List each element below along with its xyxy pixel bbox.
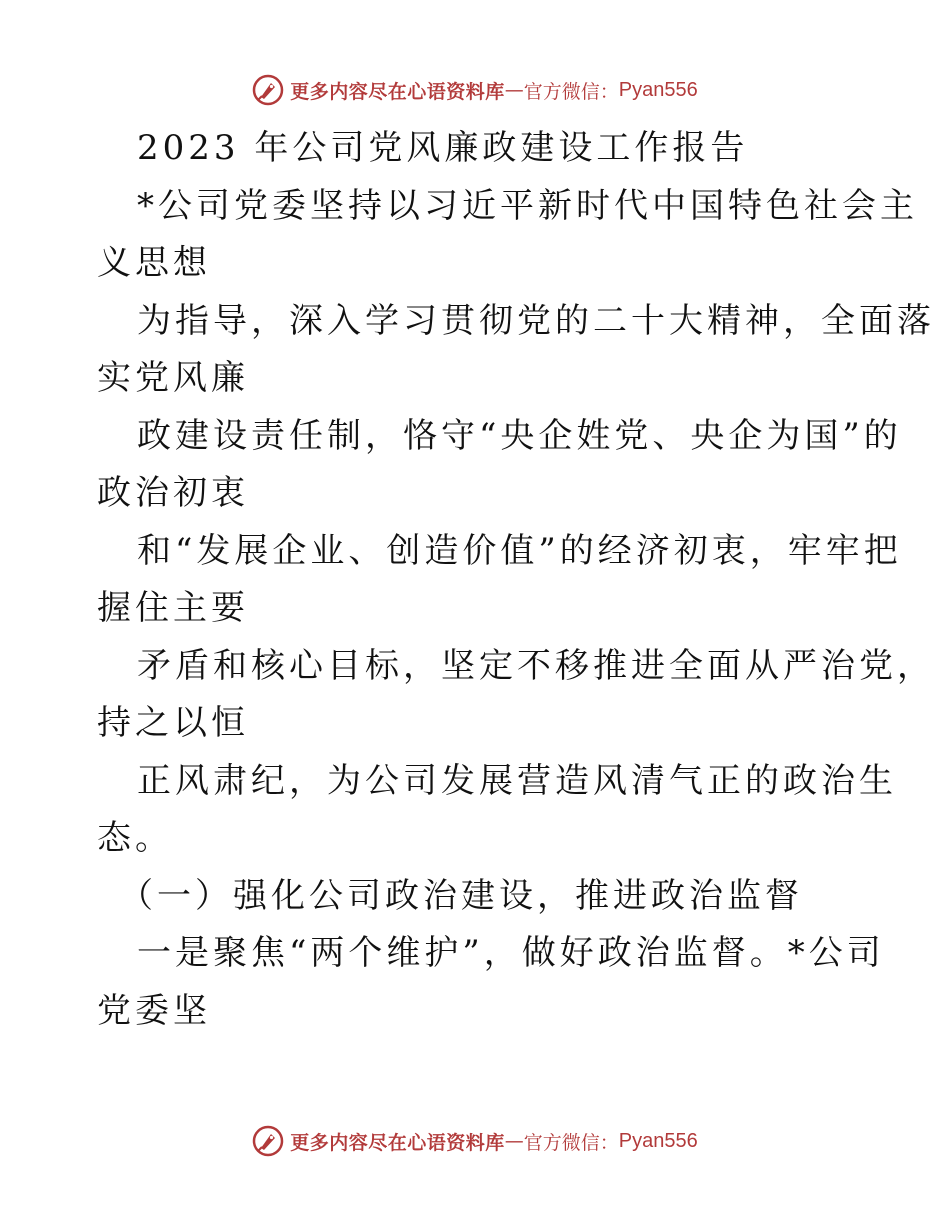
banner-brand-text: 更多内容尽在心语资料库 [290,80,505,103]
banner-wechat-label: 官方微信： [523,1131,619,1154]
pen-nib-circle-icon [252,1125,284,1157]
paragraph-line: 党委坚 [97,990,211,1031]
banner-wechat-label: 官方微信： [523,80,619,103]
paragraph-line: 和“发展企业、创造价值”的经济初衷，牢牢把 [137,530,902,571]
pen-nib-circle-icon [252,74,284,106]
paragraph-line: 矛盾和核心目标，坚定不移推进全面从严治党， [137,645,935,686]
document-title: 2023 年公司党风廉政建设工作报告 [137,128,749,168]
banner-wechat-id: Pyan556 [618,78,698,101]
footer-banner [0,1124,950,1158]
document-body [97,120,935,1040]
paragraph-line: 持之以恒 [97,703,249,743]
paragraph-line: 为指导，深入学习贯彻党的二十大精神，全面落 [137,300,935,341]
paragraph-line: 一是聚焦“两个维护”，做好政治监督。*公司 [137,933,885,973]
paragraph-line: 政建设责任制，恪守“央企姓党、央企为国”的 [137,415,902,456]
banner-brand-text: 更多内容尽在心语资料库 [290,1131,505,1154]
paragraph-line: 义思想 [97,243,211,283]
banner-separator: — [504,1130,524,1152]
paragraph-line: 正风肃纪，为公司发展营造风清气正的政治生 [137,760,897,801]
paragraph-line: 政治初衷 [97,473,249,513]
paragraph-line: 握住主要 [97,588,249,628]
section-heading: （一）强化公司政治建设，推进政治监督 [119,875,803,916]
paragraph-line: 态。 [97,818,173,858]
banner-wechat-id: Pyan556 [618,1129,698,1152]
banner-separator: — [504,79,524,101]
paragraph-line: 实党风廉 [97,358,249,398]
paragraph-line: *公司党委坚持以习近平新时代中国特色社会主 [137,185,918,226]
header-banner [0,73,950,107]
